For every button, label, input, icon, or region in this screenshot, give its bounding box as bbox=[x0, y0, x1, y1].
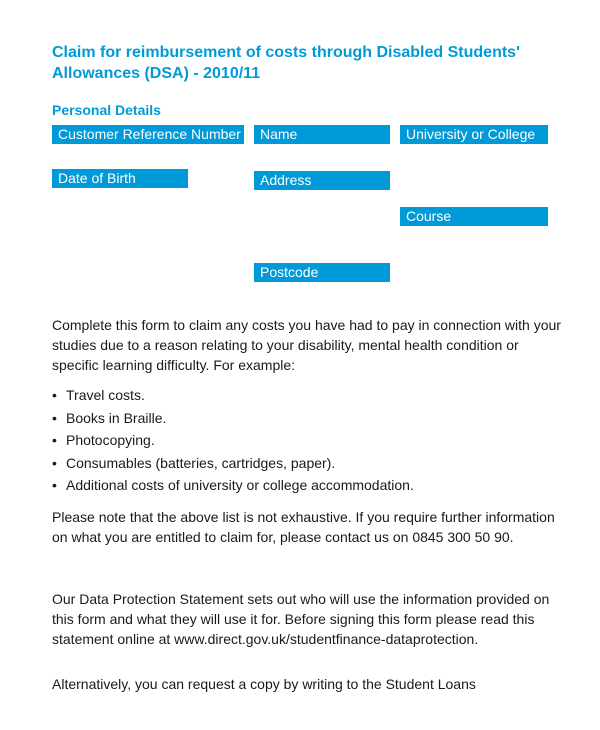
list-item: • Consumables (batteries, cartridges, paper). bbox=[52, 452, 562, 475]
personal-details-heading: Personal Details bbox=[52, 102, 161, 118]
address-field[interactable]: Address bbox=[254, 171, 390, 190]
note-paragraph: Please note that the above list is not exhaustive. If you require further information on what you are entitled to claim for, please contact us on 0845 300 50 90. bbox=[52, 509, 555, 545]
form-title: Claim for reimbursement of costs through Disabled Students' Allowances (DSA) - 2010/11 bbox=[52, 44, 520, 82]
list-item: • Books in Braille. bbox=[52, 407, 562, 430]
list-item: • Travel costs. bbox=[52, 384, 562, 407]
course-field[interactable]: Course bbox=[400, 207, 548, 226]
list-item: • Additional costs of university or college accommodation. bbox=[52, 474, 562, 497]
alternative-paragraph: Alternatively, you can request a copy by writing to the Student Loans bbox=[52, 676, 476, 692]
customer-reference-field[interactable]: Customer Reference Number bbox=[52, 125, 244, 144]
date-of-birth-field[interactable]: Date of Birth bbox=[52, 169, 188, 188]
data-protection-paragraph: Our Data Protection Statement sets out who will use the information provided on this form and what they will use it for. Before signing this form please read this statement online at www.direct.gov.uk/studentfinance-dataprotection. bbox=[52, 591, 550, 647]
postcode-field[interactable]: Postcode bbox=[254, 263, 390, 282]
name-field[interactable]: Name bbox=[254, 125, 390, 144]
examples-list bbox=[52, 384, 562, 497]
university-field[interactable]: University or College bbox=[400, 125, 548, 144]
list-item: • Photocopying. bbox=[52, 429, 562, 452]
intro-paragraph: Complete this form to claim any costs you have had to pay in connection with your studies due to a reason relating to your disability, mental health condition or specific learning difficulty. For example: bbox=[52, 317, 561, 373]
